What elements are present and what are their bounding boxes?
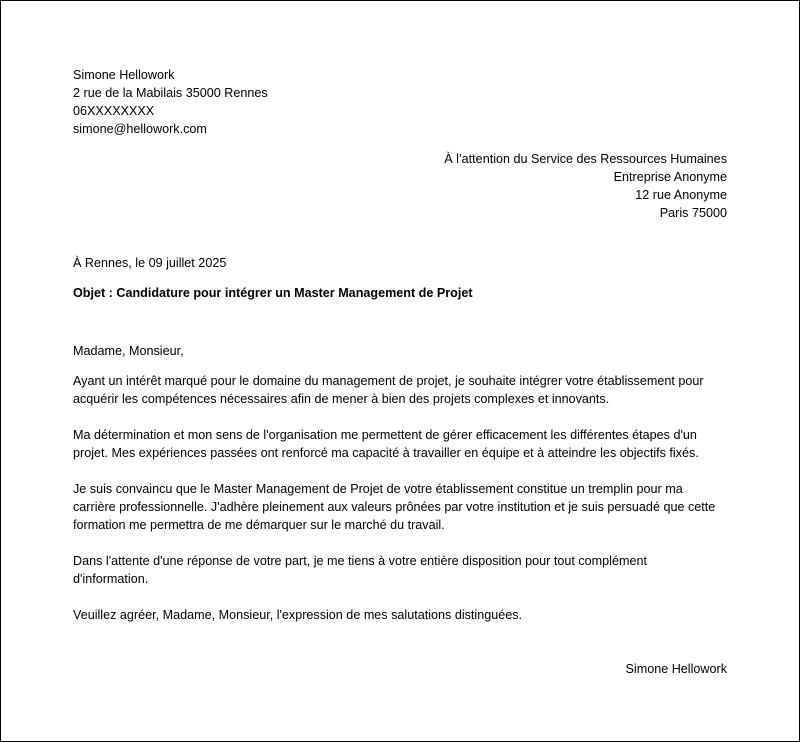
body-paragraph (73, 426, 733, 462)
recipient-company: Entreprise Anonyme (613, 170, 727, 184)
sender-name: Simone Hellowork (73, 68, 175, 82)
recipient-block (444, 150, 727, 222)
closing-formula: Veuillez agréer, Madame, Monsieur, l'expression de mes salutations distinguées. (73, 608, 523, 622)
signature: Simone Hellowork (625, 662, 727, 676)
sender-address: 2 rue de la Mabilais 35000 Rennes (73, 86, 268, 100)
paragraph-line: acquérir les compétences nécessaires afin de mener à bien des projets complexes et innovants. (73, 392, 610, 406)
date-place: À Rennes, le 09 juillet 2025 (73, 256, 227, 270)
paragraph-line: carrière professionnelle. J'adhère pleinement aux valeurs prônées par votre institution et je suis persuadé que cette (73, 500, 716, 514)
paragraph-line: Ayant un intérêt marqué pour le domaine du management de projet, je souhaite intégrer votre établissement pour (73, 374, 704, 388)
paragraph-line: d'information. (73, 572, 149, 586)
body-paragraph (73, 552, 733, 588)
paragraph-line: Je suis convaincu que le Master Management de Projet de votre établissement constitue un tremplin pour ma (73, 482, 683, 496)
body-paragraph (73, 372, 733, 408)
sender-phone: 06XXXXXXXX (73, 104, 155, 118)
recipient-street: 12 rue Anonyme (635, 188, 727, 202)
recipient-attention: À l’attention du Service des Ressources Humaines (444, 152, 727, 166)
salutation: Madame, Monsieur, (73, 344, 184, 358)
paragraph-line: projet. Mes expériences passées ont renforcé ma capacité à travailler en équipe et à atteindre les objectifs fixés. (73, 446, 699, 460)
paragraph-line: Dans l'attente d'une réponse de votre part, je me tiens à votre entière disposition pour tout complément (73, 554, 647, 568)
sender-email: simone@hellowork.com (73, 122, 207, 136)
body-paragraph (73, 480, 733, 534)
recipient-city: Paris 75000 (659, 206, 727, 220)
letter-subject: Objet : Candidature pour intégrer un Master Management de Projet (73, 286, 473, 300)
sender-block (73, 66, 268, 138)
paragraph-line: Ma détermination et mon sens de l'organisation me permettent de gérer efficacement les différentes étapes d'un (73, 428, 697, 442)
paragraph-line: formation me permettra de me démarquer sur le marché du travail. (73, 518, 445, 532)
